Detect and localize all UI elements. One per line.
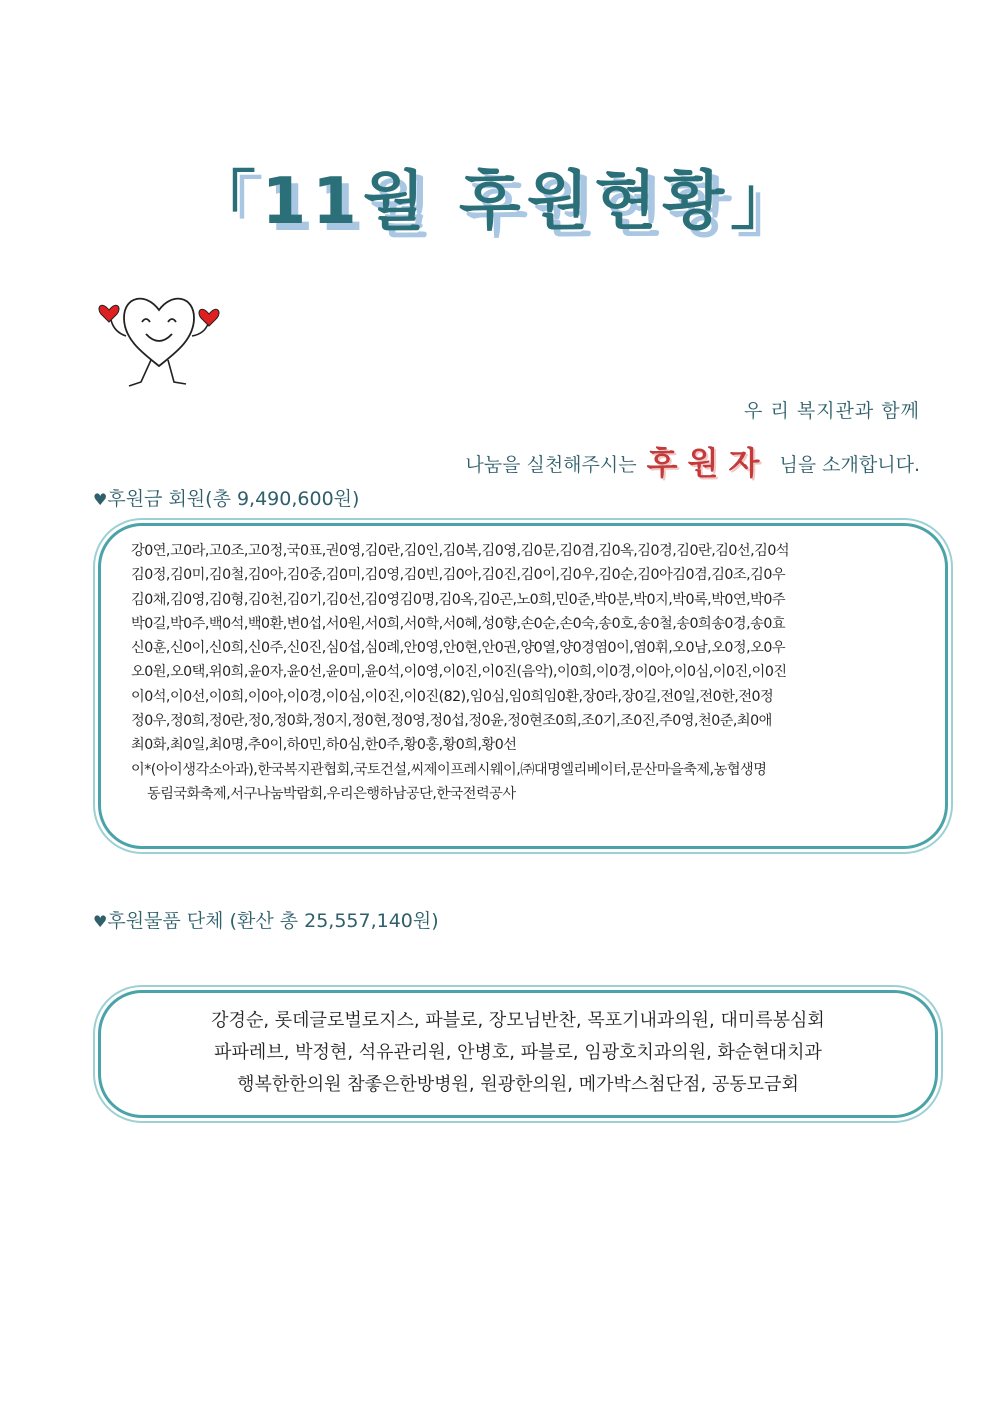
donor-highlight: 후원자 (646, 444, 770, 482)
money-donors-box (98, 523, 948, 849)
intro-line-2 (465, 438, 920, 484)
heart-icon: ♥ (93, 912, 108, 931)
list-item: 최0화,최0일,최0명,추0이,하0민,하0심,한0주,황0홍,황0희,황0선 (131, 737, 517, 754)
goods-donors-list (101, 1005, 935, 1101)
money-donors-heading-text: 후원금 회원(총 9,490,600원) (107, 488, 360, 510)
intro-line-2-before: 나눔을 실천해주시는 (465, 454, 637, 476)
smiling-heart-mascot-icon (96, 290, 226, 395)
list-item: 정0우,정0희,정0란,정0,정0화,정0지,정0현,정0영,정0섭,정0윤,정0현조0희,조0기,조0진,주0영,천0준,최0애 (131, 713, 772, 730)
list-item: 강경순, 롯데글로벌로지스, 파블로, 장모님반찬, 목포기내과의원, 대미륵봉심회 (211, 1010, 825, 1031)
heart-icon: ♥ (93, 490, 108, 509)
list-item: 신0훈,신0이,신0희,신0주,신0진,심0섭,심0례,안0영,안0현,안0권,양0열,양0경염0이,염0휘,오0남,오0정,오0우 (131, 640, 786, 657)
intro-line-2-after: 님을 소개합니다. (779, 454, 920, 476)
list-item: 동림국화축제,서구나눔박람회,우리은행하남공단,한국전력공사 (147, 785, 516, 802)
goods-donors-heading-text: 후원물품 단체 (환산 총 25,557,140원) (107, 910, 439, 932)
money-donors-list (131, 539, 931, 806)
list-item: 이0석,이0선,이0희,이0아,이0경,이0심,이0진,이0진(82),임0심,임0희임0환,장0라,장0길,전0일,전0한,전0정 (131, 688, 774, 705)
goods-donors-box (98, 990, 938, 1118)
intro-line-1: 우 리 복지관과 함께 (744, 400, 920, 422)
money-donors-heading (93, 484, 359, 511)
list-item: 오0원,오0택,위0희,윤0자,윤0선,윤0미,윤0석,이0영,이0진,이0진(음악),이0희,이0경,이0아,이0심,이0진,이0진 (131, 664, 787, 681)
list-item: 박0길,박0주,백0석,백0환,변0섭,서0원,서0희,서0학,서0혜,성0향,손0순,손0숙,송0호,송0철,송0희송0경,송0효 (131, 615, 786, 632)
list-item: 김0정,김0미,김0철,김0아,김0중,김0미,김0영,김0빈,김0아,김0진,김0이,김0우,김0순,김0아김0겸,김0조,김0우 (131, 567, 786, 584)
goods-donors-heading (93, 906, 439, 933)
list-item: 행복한한의원 참좋은한방병원, 원광한의원, 메가박스첨단점, 공동모금회 (237, 1074, 799, 1095)
list-item: 이*(아이생각소아과),한국복지관협회,국토건설,씨제이프레시웨이,㈜대명엘리베이터,문산마을축제,농협생명 (131, 761, 767, 778)
page-title: 「11월 후원현황」 (191, 165, 801, 239)
list-item: 김0채,김0영,김0형,김0천,김0기,김0선,김0영김0명,김0옥,김0곤,노0희,민0준,박0분,박0지,박0록,박0연,박0주 (131, 591, 786, 608)
list-item: 강0연,고0라,고0조,고0정,국0표,권0영,김0란,김0인,김0복,김0영,김0문,김0겸,김0옥,김0경,김0란,김0선,김0석 (131, 543, 790, 559)
list-item: 파파레브, 박정현, 석유관리원, 안병호, 파블로, 임광호치과의원, 화순현대치과 (214, 1042, 822, 1063)
